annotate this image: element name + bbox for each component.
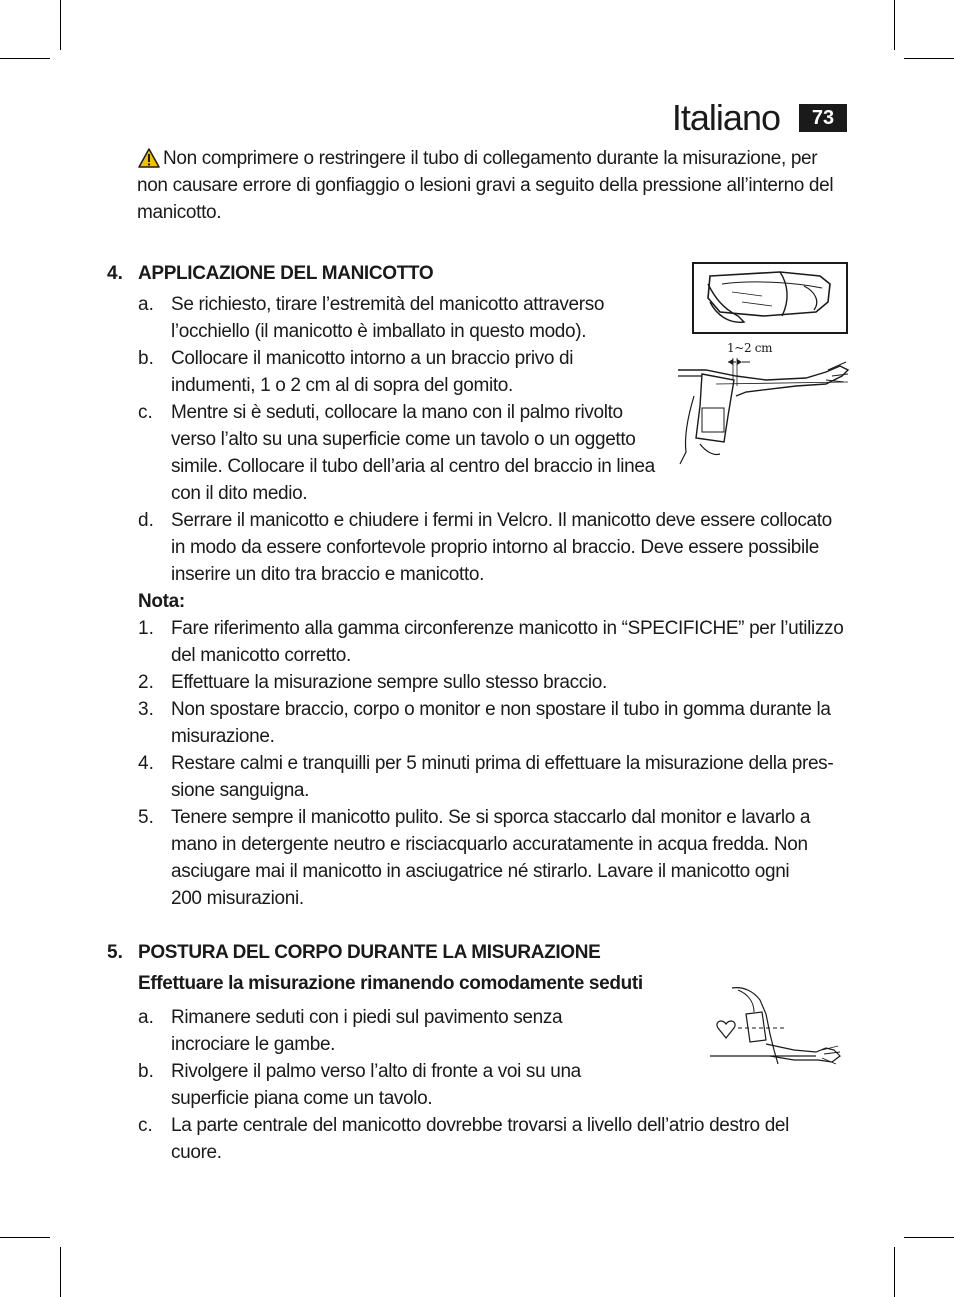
crop-mark xyxy=(60,0,61,50)
section-number: 5. xyxy=(107,942,123,963)
note-line: sione sanguigna. xyxy=(171,780,310,801)
note-line: misurazione. xyxy=(171,726,275,747)
arm-cuff-illustration xyxy=(676,356,850,468)
list-item-line: simile. Collocare il tubo dell’aria al centro del braccio in linea xyxy=(171,456,655,477)
list-item-line: in modo da essere confortevole proprio intorno al braccio. Deve essere possibile xyxy=(171,537,819,558)
list-item-line: Se richiesto, tirare l’estremità del manicotto attraverso xyxy=(171,294,605,315)
crop-mark xyxy=(904,1237,954,1238)
figure-label: 1~2 cm xyxy=(727,341,773,355)
note-line: del manicotto corretto. xyxy=(171,645,351,666)
note-line: Fare riferimento alla gamma circonferenze manicotto in “SPECIFICHE” per l’utilizzo xyxy=(171,618,844,639)
warning-text-line: manicotto. xyxy=(137,202,222,223)
list-item-line: l’occhiello (il manicotto è imballato in questo modo). xyxy=(171,321,587,342)
note-label: 5. xyxy=(138,807,154,828)
list-item-line: incrociare le gambe. xyxy=(171,1034,336,1055)
list-item-line: cuore. xyxy=(171,1142,222,1163)
note-heading: Nota: xyxy=(138,591,185,612)
crop-mark xyxy=(894,1247,895,1297)
list-item-line: Mentre si è seduti, collocare la mano con il palmo rivolto xyxy=(171,402,623,423)
note-line: asciugare mai il manicotto in asciugatrice né stirarlo. Lavare il manicotto ogni xyxy=(171,861,790,882)
list-label: c. xyxy=(138,1115,153,1136)
list-item-line: superficie piana come un tavolo. xyxy=(171,1088,433,1109)
crop-mark xyxy=(0,58,50,59)
list-item-line: con il dito medio. xyxy=(171,483,308,504)
list-label: b. xyxy=(138,348,154,369)
list-item-line: Rimanere seduti con i piedi sul pavimento senza xyxy=(171,1007,563,1028)
warning-icon xyxy=(138,148,160,168)
list-item-line: verso l’alto su una superficie come un tavolo o un oggetto xyxy=(171,429,636,450)
note-line: Effettuare la misurazione sempre sullo stesso braccio. xyxy=(171,672,607,693)
crop-mark xyxy=(904,58,954,59)
list-item-line: inserire un dito tra braccio e manicotto. xyxy=(171,564,485,585)
list-item-line: La parte centrale del manicotto dovrebbe trovarsi a livello dell’atrio destro del xyxy=(171,1115,790,1136)
list-label: a. xyxy=(138,1007,154,1028)
note-label: 2. xyxy=(138,672,154,693)
note-line: Tenere sempre il manicotto pulito. Se si sporca staccarlo dal monitor e lavarlo a xyxy=(171,807,811,828)
note-line: mano in detergente neutro e risciacquarlo accuratamente in acqua fredda. Non xyxy=(171,834,808,855)
note-line: Non spostare braccio, corpo o monitor e non spostare il tubo in gomma durante la xyxy=(171,699,831,720)
page-number: 73 xyxy=(799,104,847,132)
posture-illustration xyxy=(704,984,844,1074)
list-label: b. xyxy=(138,1061,154,1082)
crop-mark xyxy=(0,1237,50,1238)
warning-text-line: non causare errore di gonfiaggio o lesioni gravi a seguito della pressione all’interno del xyxy=(137,175,834,196)
section-heading: APPLICAZIONE DEL MANICOTTO xyxy=(138,263,434,284)
note-line: Restare calmi e tranquilli per 5 minuti prima di effettuare la misurazione della pres- xyxy=(171,753,834,774)
list-item-line: Rivolgere il palmo verso l’alto di fronte a voi su una xyxy=(171,1061,581,1082)
note-label: 1. xyxy=(138,618,154,639)
list-label: d. xyxy=(138,510,154,531)
list-label: a. xyxy=(138,294,154,315)
note-line: 200 misurazioni. xyxy=(171,888,304,909)
list-item-line: Serrare il manicotto e chiudere i fermi in Velcro. Il manicotto deve essere collocato xyxy=(171,510,832,531)
crop-mark xyxy=(894,0,895,50)
section-number: 4. xyxy=(107,263,123,284)
list-label: c. xyxy=(138,402,153,423)
section-subheading: Effettuare la misurazione rimanendo comodamente seduti xyxy=(138,973,643,994)
list-item-line: Collocare il manicotto intorno a un braccio privo di xyxy=(171,348,574,369)
note-label: 3. xyxy=(138,699,154,720)
page-title: Italiano xyxy=(671,97,780,138)
crop-mark xyxy=(60,1247,61,1297)
warning-text-line: Non comprimere o restringere il tubo di collegamento durante la misurazione, per xyxy=(163,148,818,169)
cuff-illustration xyxy=(692,262,848,334)
section-heading: POSTURA DEL CORPO DURANTE LA MISURAZIONE xyxy=(138,942,601,963)
note-label: 4. xyxy=(138,753,154,774)
list-item-line: indumenti, 1 o 2 cm al di sopra del gomito. xyxy=(171,375,513,396)
